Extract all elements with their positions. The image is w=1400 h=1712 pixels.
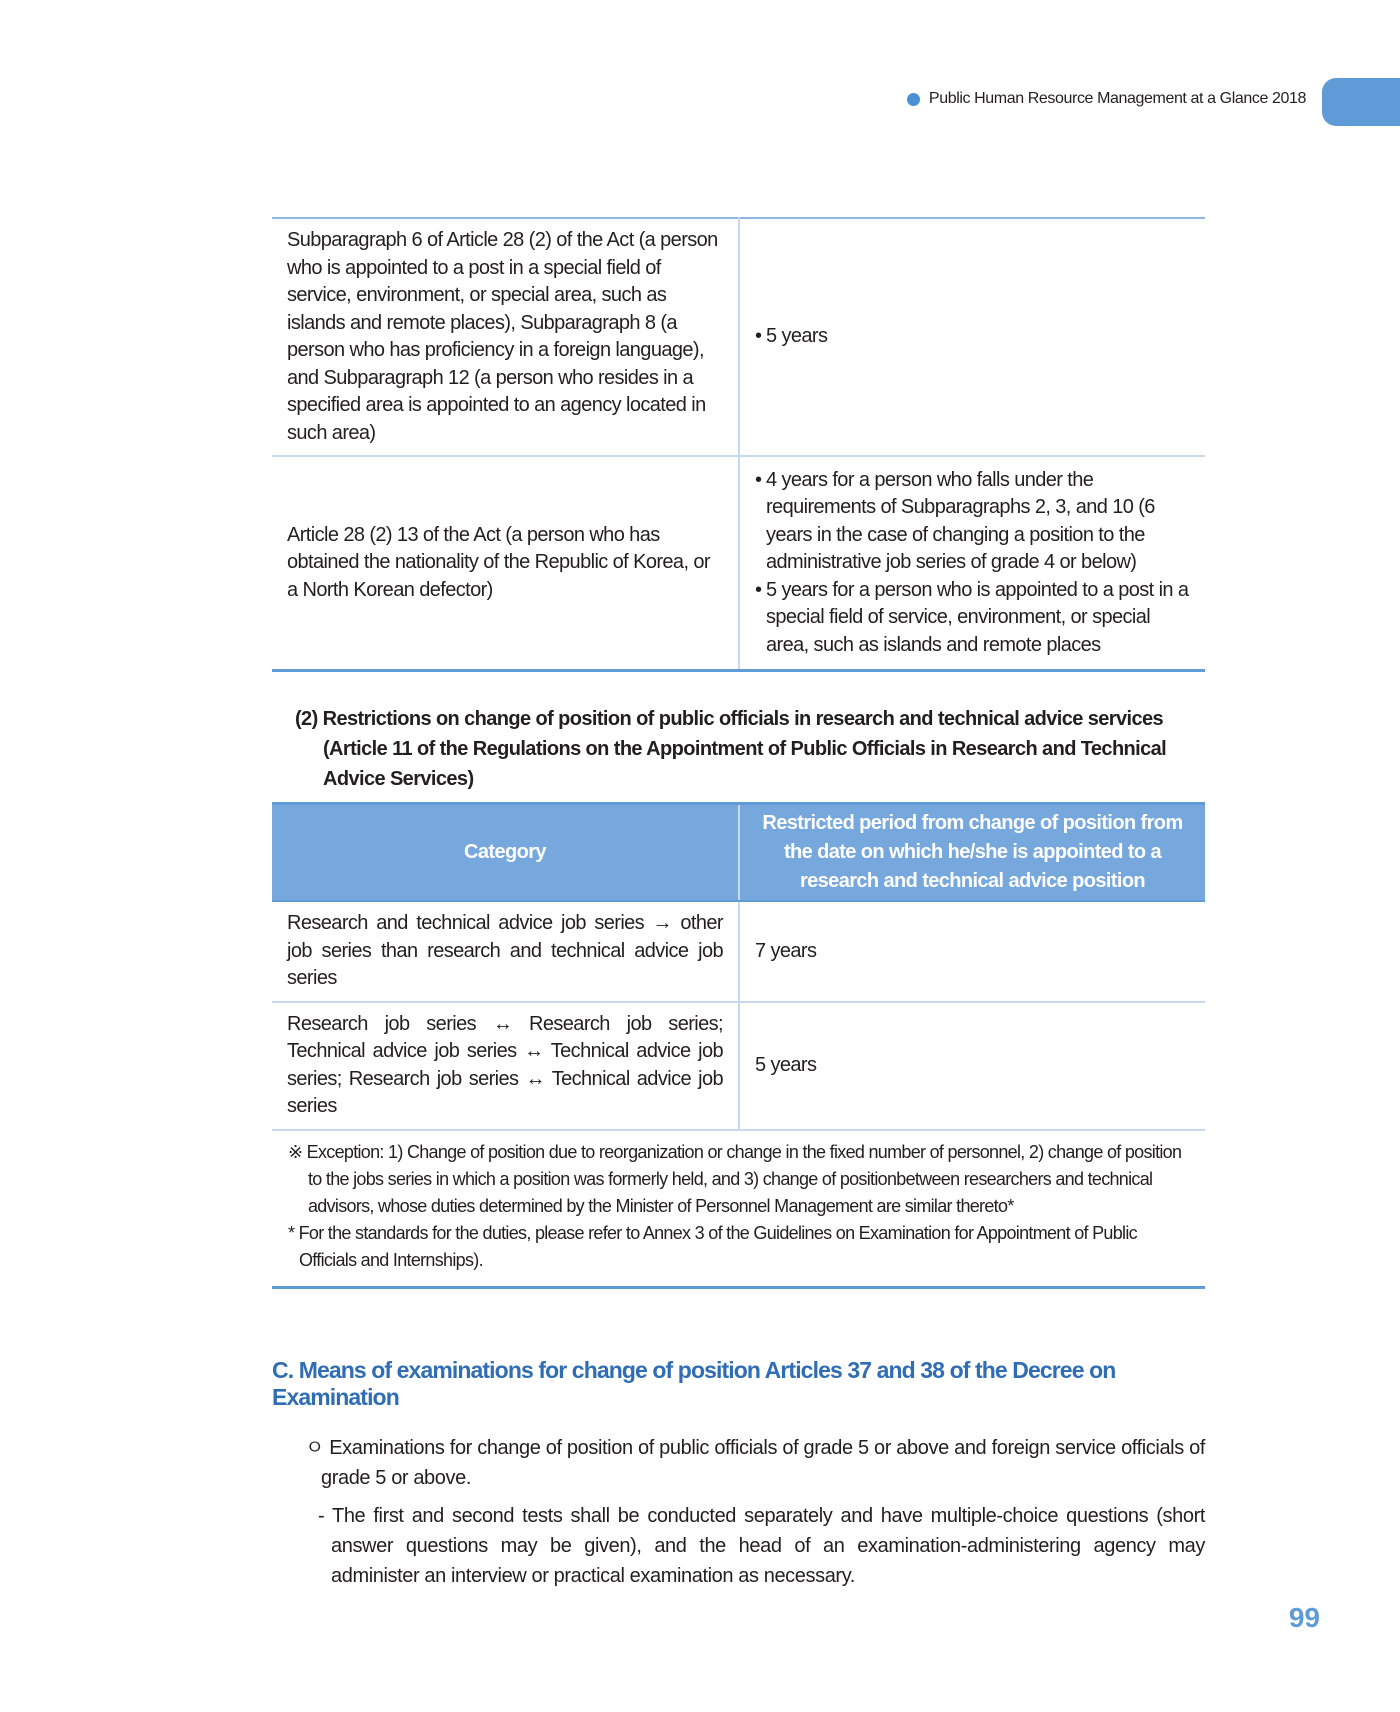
chapter-tab <box>1322 78 1400 126</box>
page-number: 99 <box>1288 1602 1320 1633</box>
list-item: • 4 years for a person who falls under the requirements of Subparagraphs 2, 3, and 10 (6 years in the case of changing a position to the administrative job series of grade 4 or below) <box>755 467 1190 577</box>
table-row <box>272 218 1205 456</box>
table-row <box>272 1002 1205 1130</box>
standards-note: * For the standards for the duties, please refer to Annex 3 of the Guidelines on Examination for Appointment of Public Officials and Internships). <box>288 1222 1137 1270</box>
section-c-heading: C. Means of examinations for change of position Articles 37 and 38 of the Decree on Examination <box>272 1356 1116 1410</box>
table-cell-period <box>739 218 1205 456</box>
table-cell-period: 7 years <box>755 939 817 962</box>
table-row <box>272 456 1205 671</box>
appointment-period-table <box>272 217 1205 672</box>
table-cell-category: Research and technical advice job series → other job series than research and technical advice job series <box>272 901 739 1002</box>
running-header <box>907 90 1306 108</box>
column-header-category: Category <box>272 804 739 902</box>
table-cell-period: 5 years <box>739 1002 1205 1130</box>
table-cell-category: Subparagraph 6 of Article 28 (2) of the Act (a person who is appointed to a post in a special field of service, environment, or special area, such as islands and remote places), Subparagraph 8 (a person who has proficiency in a foreign language), and Subparagraph 12 (a person who resides in a specified area is appointed to an agency located in such area) <box>272 218 739 456</box>
table-cell-period <box>739 456 1205 671</box>
page-content <box>272 217 1205 1591</box>
table-row <box>272 901 1205 1002</box>
table-header-row <box>272 804 1205 902</box>
list-item: • 5 years <box>755 323 1190 351</box>
table-cell-category: Research job series ↔ Research job series; Technical advice job series ↔ Technical advice job series; Research job series ↔ Technical advice job series <box>272 1002 739 1130</box>
column-header-period: Restricted period from change of position from the date on which he/she is appointed to a research and technical advice position <box>739 804 1205 902</box>
list-item: • 5 years for a person who is appointed to a post in a special field of service, environment, or special area, such as islands and remote places <box>755 577 1190 660</box>
table-notes <box>272 1131 1205 1289</box>
exception-note: ※ Exception: 1) Change of position due to reorganization or change in the fixed number of personnel, 2) change of position to the jobs series in which a position was formerly held, and 3) change of positionbetween researchers and technical advisors, whose duties determined by the Minister of Personnel Management are similar thereto* <box>288 1141 1182 1216</box>
table-cell-category: Article 28 (2) 13 of the Act (a person who has obtained the nationality of the Republic of Korea, or a North Korean defector) <box>272 456 739 671</box>
section-c-item: ㅇ Examinations for change of position of public officials of grade 5 or above and foreign service officials of grade 5 or above. <box>305 1436 1205 1489</box>
section-c-subitem: - The first and second tests shall be conducted separately and have multiple-choice questions (short answer questions may be given), and the head of an examination-administering agency may administer an interview or practical examination as necessary. <box>318 1504 1205 1587</box>
running-title: Public Human Resource Management at a Glance 2018 <box>928 90 1306 107</box>
section-2-heading: (2) Restrictions on change of position of public officials in research and technical advice services (Article 11 of the Regulations on the Appointment of Public Officials in Research and Technical Advice Services) <box>295 708 1167 790</box>
bullet-dot-icon <box>907 93 920 106</box>
research-position-table <box>272 802 1205 1131</box>
